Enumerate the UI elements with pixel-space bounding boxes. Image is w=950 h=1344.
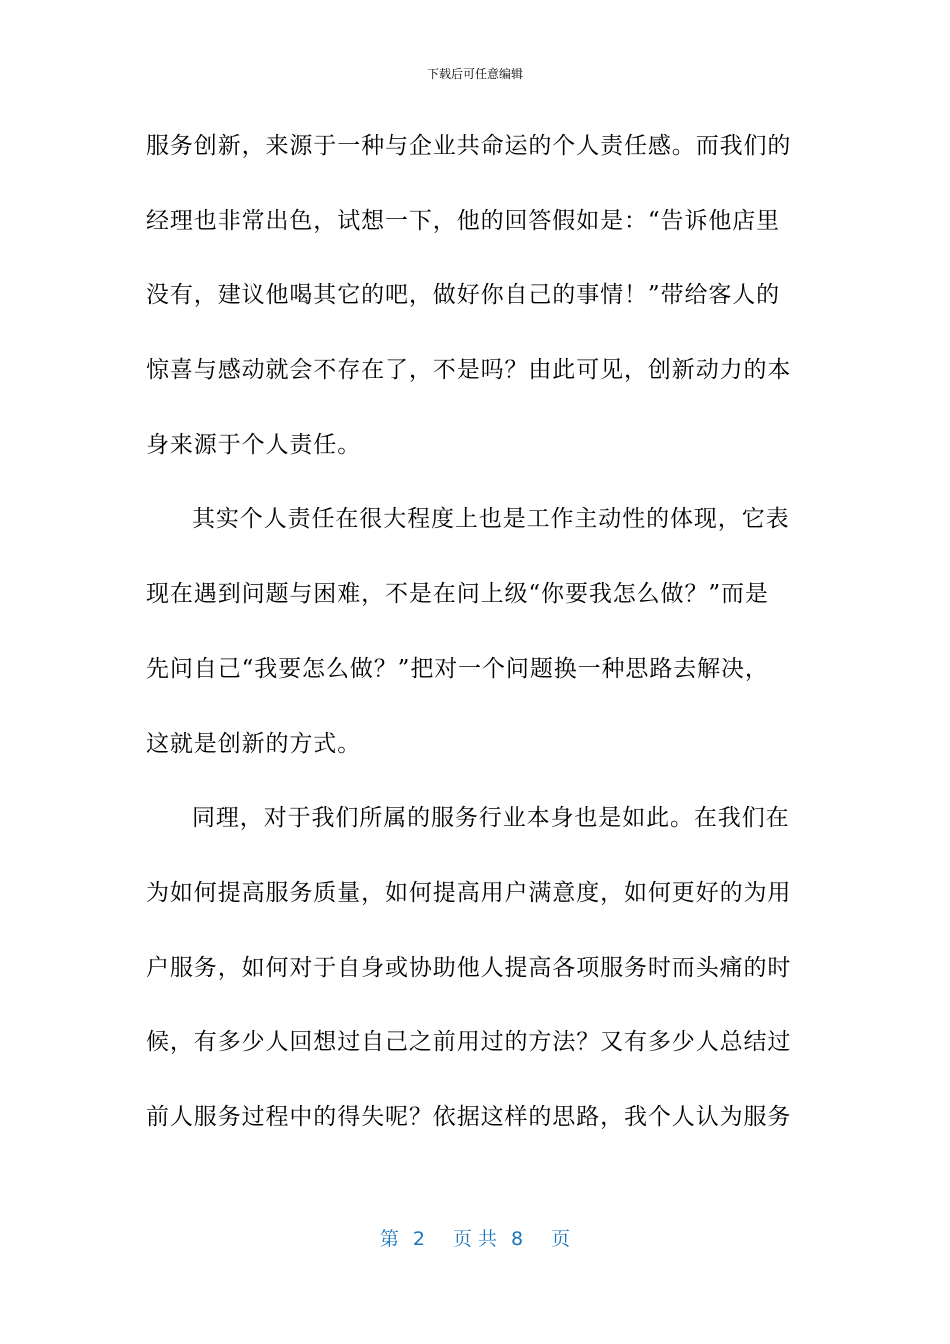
current-page-number: 2 bbox=[412, 1228, 425, 1250]
text-line: 经理也非常出色，试想一下，他的回答假如是：“告诉他店里 bbox=[146, 207, 781, 234]
text-line: 户服务，如何对于自身或协助他人提高各项服务时而头痛的时 bbox=[146, 954, 792, 981]
text-line: 这就是创新的方式。 bbox=[146, 730, 362, 757]
text-line: 身来源于个人责任。 bbox=[146, 431, 362, 458]
footer-prefix: 第 bbox=[379, 1228, 399, 1250]
total-pages-number: 8 bbox=[511, 1228, 524, 1250]
paragraph-start-line: 同理，对于我们所属的服务行业本身也是如此。在我们在 bbox=[192, 805, 790, 832]
text-line: 为如何提高服务质量，如何提高用户满意度，如何更好的为用 bbox=[146, 879, 792, 906]
footer-suffix: 页 bbox=[551, 1228, 571, 1250]
text-line: 候，有多少人回想过自己之前用过的方法？又有多少人总结过 bbox=[146, 1029, 792, 1056]
text-line: 没有，建议他喝其它的吧，做好你自己的事情！”带给客人的 bbox=[146, 282, 781, 309]
page-header bbox=[0, 66, 950, 82]
page-footer bbox=[0, 1226, 950, 1252]
text-line: 现在遇到问题与困难，不是在问上级“你要我怎么做？”而是 bbox=[146, 581, 769, 608]
footer-middle: 页 共 bbox=[452, 1228, 498, 1250]
text-line: 惊喜与感动就会不存在了，不是吗？由此可见，创新动力的本 bbox=[146, 357, 792, 384]
text-line: 前人服务过程中的得失呢？依据这样的思路，我个人认为服务 bbox=[146, 1103, 792, 1130]
text-line: 先问自己“我要怎么做？”把对一个问题换一种思路去解决， bbox=[146, 655, 769, 682]
text-line: 服务创新，来源于一种与企业共命运的个人责任感。而我们的 bbox=[146, 133, 792, 159]
header-text: 下载后可任意编辑 bbox=[426, 67, 523, 81]
document-body bbox=[146, 126, 806, 1172]
paragraph-start-line: 其实个人责任在很大程度上也是工作主动性的体现，它表 bbox=[192, 506, 790, 533]
